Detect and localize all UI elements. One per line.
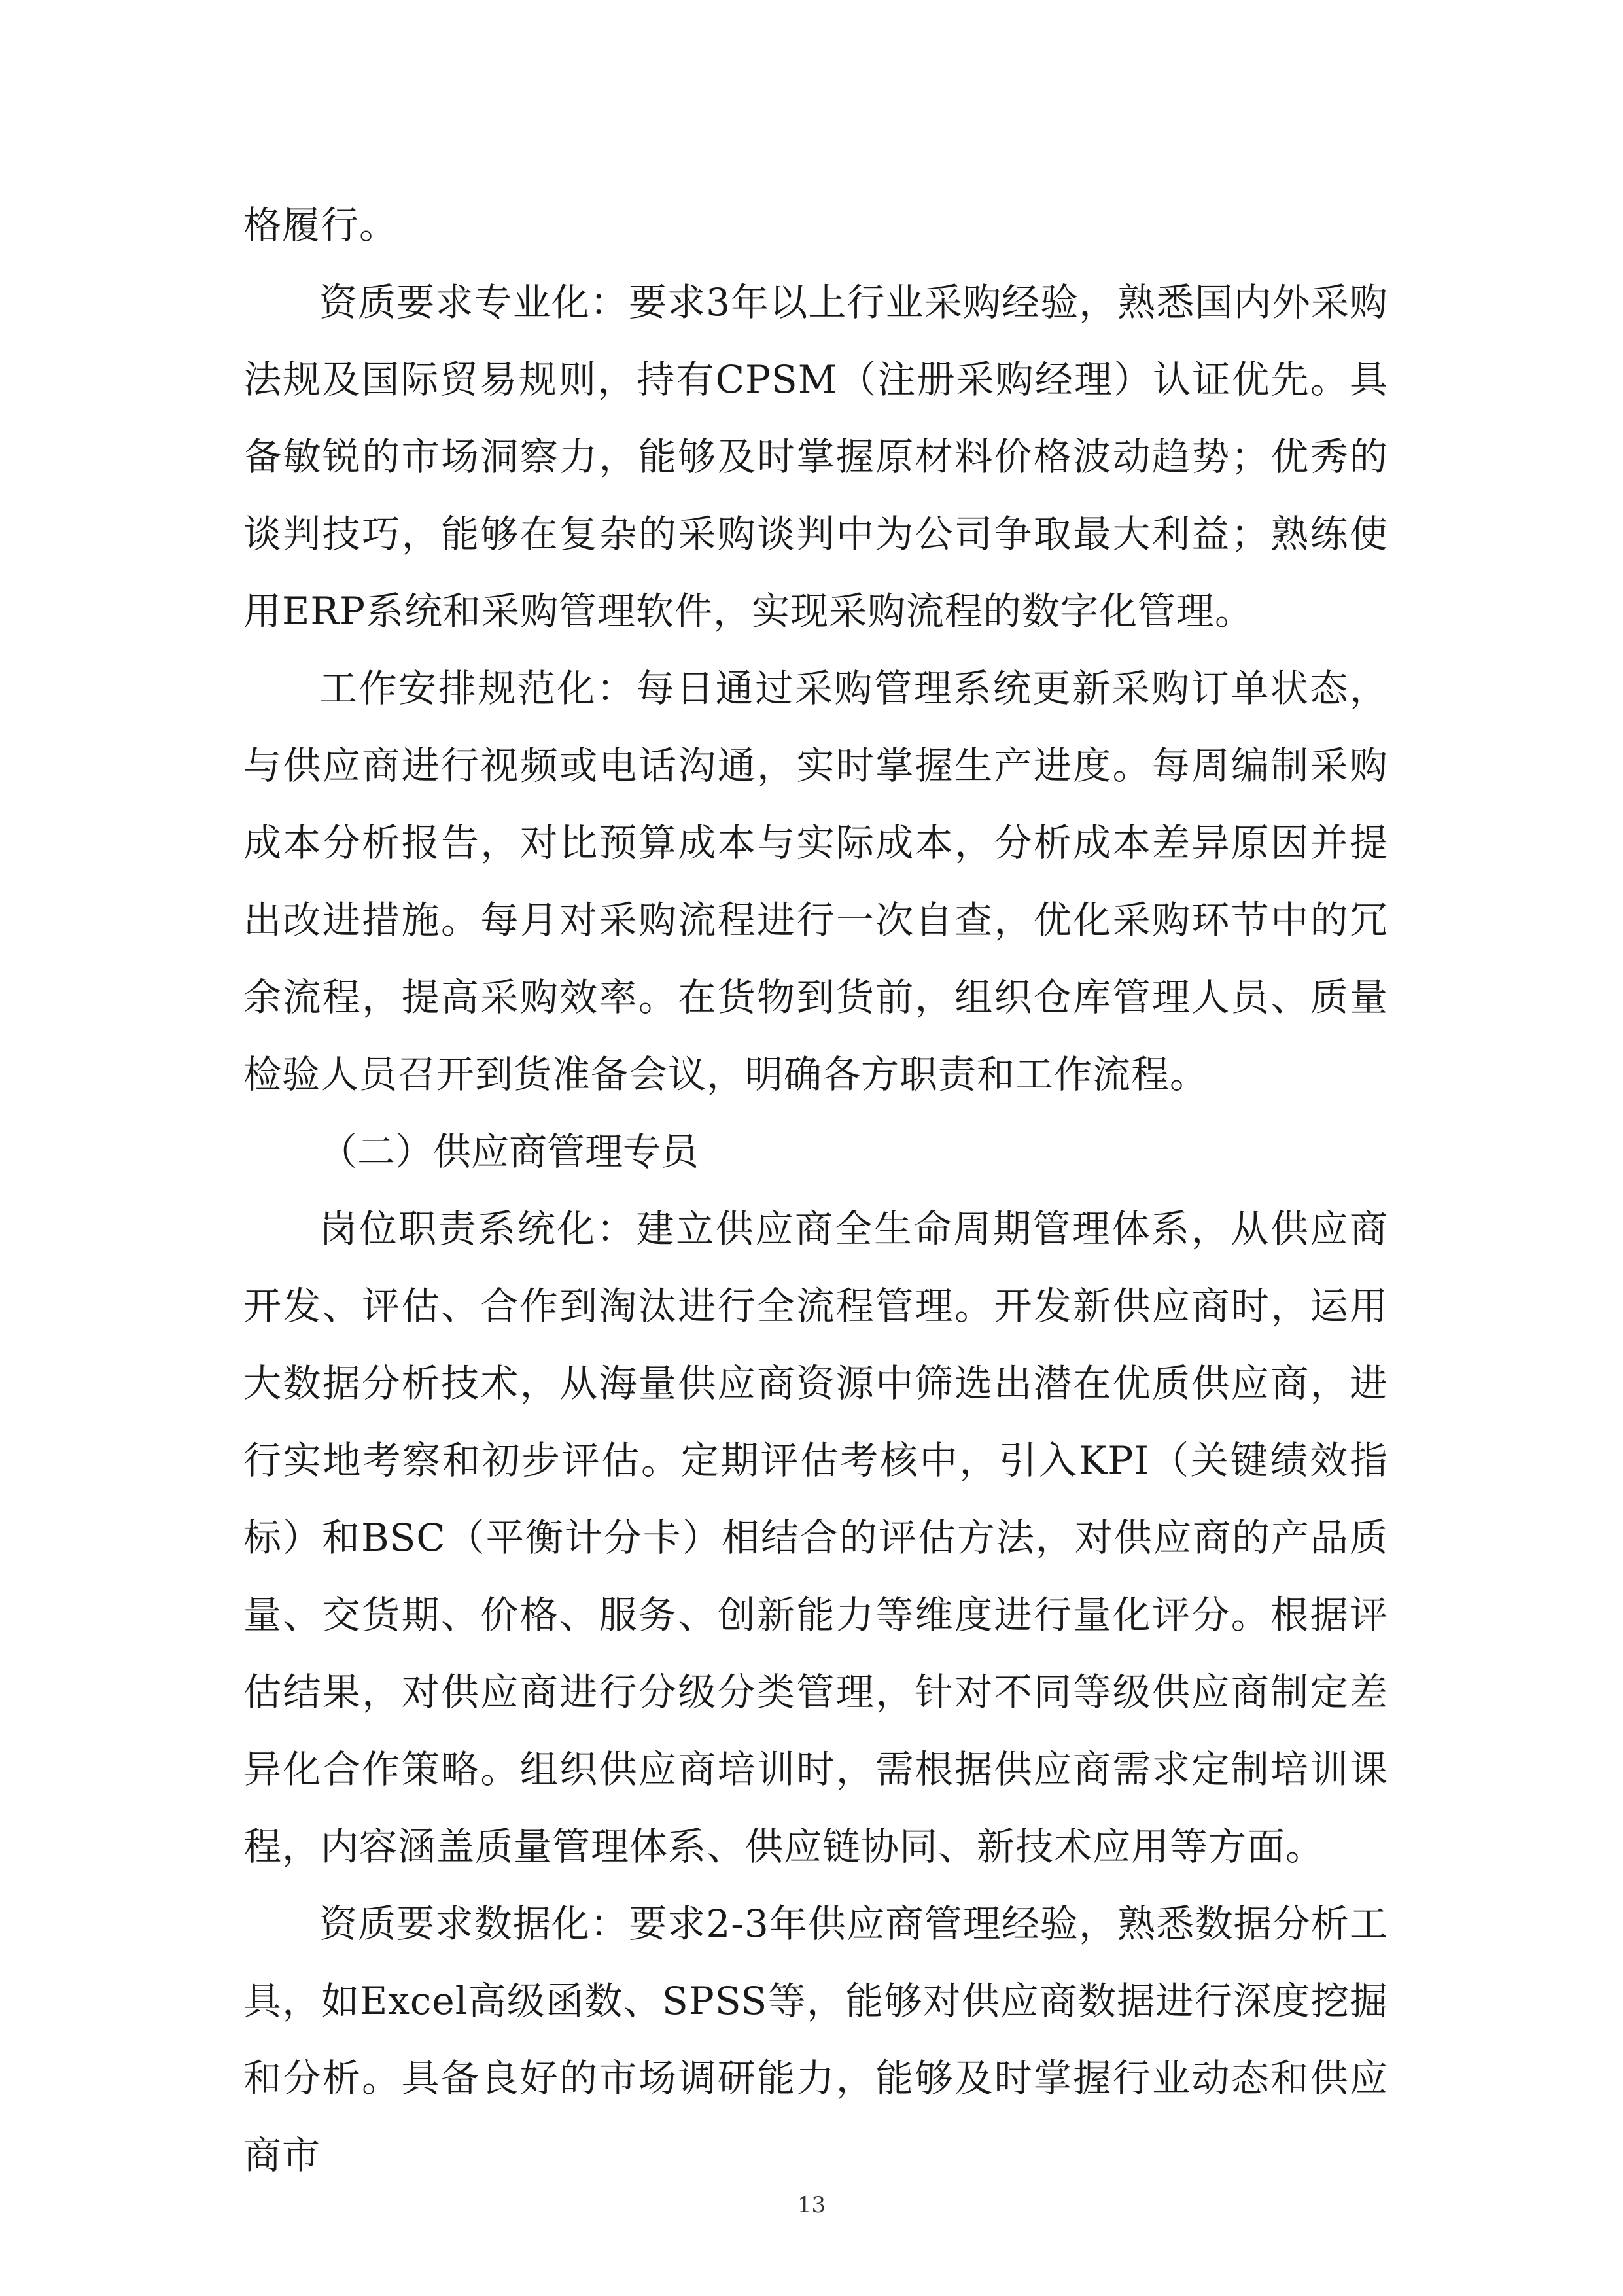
paragraph-qualification-requirements: 资质要求专业化：要求3年以上行业采购经验，熟悉国内外采购法规及国际贸易规则，持有CPSM（注册采购经理）认证优先。具备敏锐的市场洞察力，能够及时掌握原材料价格波动趋势；优秀的谈判技巧，能够在复杂的采购谈判中为公司争取最大利益；熟练使用ERP系统和采购管理软件，实现采购流程的数字化管理。 xyxy=(243,280,1388,633)
paragraph-data-qualification: 资质要求数据化：要求2-3年供应商管理经验，熟悉数据分析工具，如Excel高级函数、SPSS等，能够对供应商数据进行深度挖掘和分析。具备良好的市场调研能力，能够及时掌握行业动态和供应商市 xyxy=(243,1901,1388,2178)
paragraph-continuation: 格履行。 xyxy=(243,203,398,247)
page-number: 13 xyxy=(797,2192,826,2218)
paragraph-work-arrangement: 工作安排规范化：每日通过采购管理系统更新采购订单状态，与供应商进行视频或电话沟通，实时掌握生产进度。每周编制采购成本分析报告，对比预算成本与实际成本，分析成本差异原因并提出改进措施。每月对采购流程进行一次自查，优化采购环节中的冗余流程，提高采购效率。在货物到货前，组织仓库管理人员、质量检验人员召开到货准备会议，明确各方职责和工作流程。 xyxy=(243,666,1388,1097)
section-heading-supplier-manager: （二）供应商管理专员 xyxy=(319,1129,699,1174)
document-body xyxy=(243,186,1388,2194)
paragraph-job-responsibilities: 岗位职责系统化：建立供应商全生命周期管理体系，从供应商开发、评估、合作到淘汰进行全流程管理。开发新供应商时，运用大数据分析技术，从海量供应商资源中筛选出潜在优质供应商，进行实地考察和初步评估。定期评估考核中，引入KPI（关键绩效指标）和BSC（平衡计分卡）相结合的评估方法，对供应商的产品质量、交货期、价格、服务、创新能力等维度进行量化评分。根据评估结果，对供应商进行分级分类管理，针对不同等级供应商制定差异化合作策略。组织供应商培训时，需根据供应商需求定制培训课程，内容涵盖质量管理体系、供应链协同、新技术应用等方面。 xyxy=(243,1207,1388,1869)
